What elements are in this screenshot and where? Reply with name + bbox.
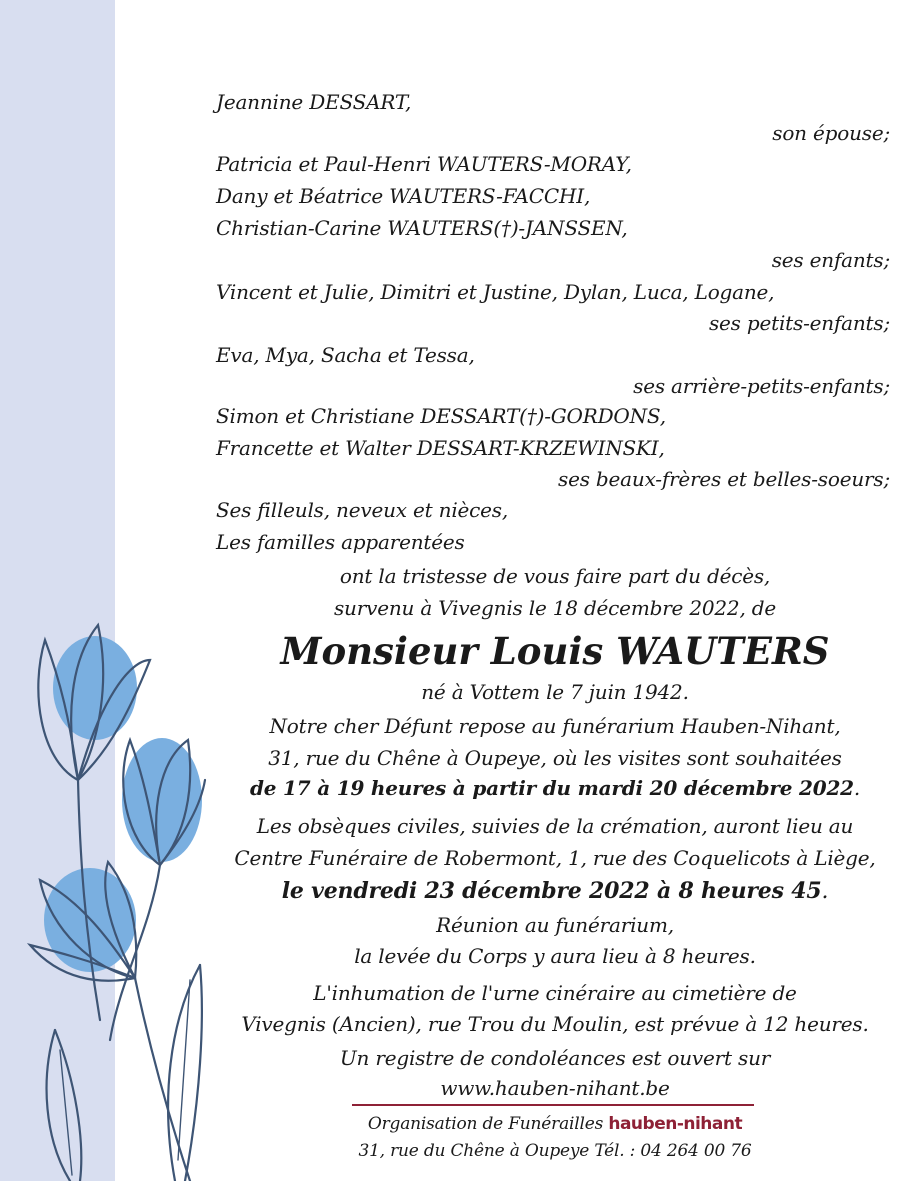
leaf-left-outer <box>47 1030 70 1181</box>
ceremony-date-line <box>150 877 918 906</box>
repose-line-1: Notre cher Défunt repose au funérarium Hauben-Nihant, <box>269 714 841 738</box>
in-laws-role: ses beaux-frères et belles-soeurs; <box>558 467 890 491</box>
grandchildren-role: ses petits-enfants; <box>708 311 890 335</box>
child-3: Christian-Carine WAUTERS(†)-JANSSEN, <box>216 216 628 240</box>
footer-organisation <box>150 1113 918 1135</box>
brand-logo: hauben-nihant <box>608 1114 743 1134</box>
footer-rule <box>352 1104 754 1106</box>
child-1: Patricia et Paul-Henri WAUTERS-MORAY, <box>216 152 632 176</box>
leaf-left-vein <box>60 1050 72 1175</box>
ceremony-line-1: Les obsèques civiles, suivies de la crémation, auront lieu au <box>256 814 854 838</box>
tulip-blob-top <box>53 636 137 740</box>
child-2: Dany et Béatrice WAUTERS-FACCHI, <box>216 184 591 208</box>
great-grandchildren-role: ses arrière-petits-enfants; <box>633 374 890 398</box>
inhumation-line-1: L'inhumation de l'urne cinéraire au cimetière de <box>313 981 797 1005</box>
spouse-role: son épouse; <box>772 121 890 145</box>
visit-hours-end: . <box>853 776 861 800</box>
deceased-name: Monsieur Louis WAUTERS <box>280 629 830 673</box>
meeting-line-2: la levée du Corps y aura lieu à 8 heures. <box>354 944 756 968</box>
children-role: ses enfants; <box>771 248 890 272</box>
register-url[interactable]: www.hauben-nihant.be <box>440 1076 670 1100</box>
ceremony-date: le vendredi 23 décembre 2022 à 8 heures 45 <box>281 878 822 904</box>
footer-address: 31, rue du Chêne à Oupeye Tél. : 04 264 00 76 <box>358 1141 752 1161</box>
announcement-line-2: survenu à Vivegnis le 18 décembre 2022, de <box>333 596 776 620</box>
register-line-1: Un registre de condoléances est ouvert sur <box>339 1046 771 1070</box>
godchildren: Ses filleuls, neveux et nièces, <box>216 498 509 522</box>
ceremony-date-end: . <box>821 879 829 904</box>
meeting-line-1: Réunion au funérarium, <box>436 913 674 937</box>
birth-info: né à Vottem le 7 juin 1942. <box>421 680 689 704</box>
announcement-line-1: ont la tristesse de vous faire part du décès, <box>339 564 771 588</box>
grandchildren: Vincent et Julie, Dimitri et Justine, Dylan, Luca, Logane, <box>216 280 775 304</box>
inhumation-line-2: Vivegnis (Ancien), rue Trou du Moulin, est prévue à 12 heures. <box>241 1012 869 1036</box>
spouse-name: Jeannine DESSART, <box>216 90 412 114</box>
repose-line-2: 31, rue du Chêne à Oupeye, où les visites sont souhaitées <box>268 746 842 770</box>
great-grandchildren: Eva, Mya, Sacha et Tessa, <box>216 343 475 367</box>
visit-hours-line <box>150 776 918 800</box>
visit-hours: de 17 à 19 heures à partir du mardi 20 décembre 2022 <box>249 776 854 800</box>
in-law-2: Francette et Walter DESSART-KRZEWINSKI, <box>216 436 665 460</box>
footer-org-prefix: Organisation de Funérailles <box>367 1114 604 1134</box>
in-law-1: Simon et Christiane DESSART(†)-GORDONS, <box>216 404 666 428</box>
ceremony-line-2: Centre Funéraire de Robermont, 1, rue des Coquelicots à Liège, <box>234 846 876 870</box>
relatives: Les familles apparentées <box>216 530 465 554</box>
